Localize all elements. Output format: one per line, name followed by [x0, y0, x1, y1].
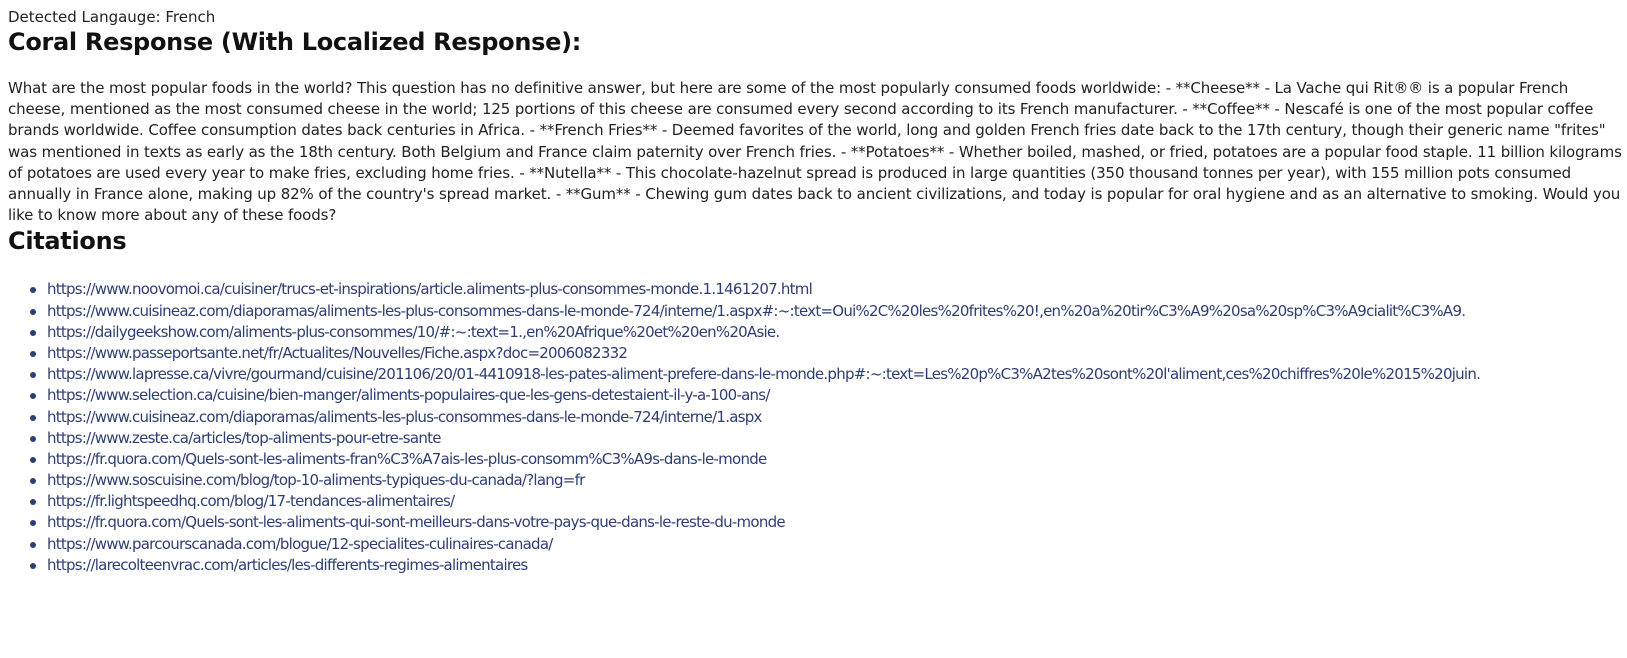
- bullet-icon: [30, 436, 36, 442]
- citation-link[interactable]: https://www.cuisineaz.com/diaporamas/aliments-les-plus-consommes-dans-le-monde-724/interne/1.aspx: [47, 407, 762, 426]
- citation-link[interactable]: https://www.passeportsante.net/fr/Actualites/Nouvelles/Fiche.aspx?doc=2006082332: [47, 343, 628, 362]
- citation-link[interactable]: https://fr.lightspeedhq.com/blog/17-tendances-alimentaires/: [47, 492, 455, 511]
- citation-link[interactable]: https://fr.quora.com/Quels-sont-les-aliments-fran%C3%A7ais-les-plus-consomm%C3%A9s-dans-le-monde: [47, 449, 767, 468]
- citation-link[interactable]: https://fr.quora.com/Quels-sont-les-aliments-qui-sont-meilleurs-dans-votre-pays-que-dans-le-reste-du-monde: [47, 513, 785, 532]
- bullet-icon: [30, 542, 36, 548]
- citation-item: [8, 534, 1627, 555]
- citation-item: [8, 385, 1627, 406]
- citation-link[interactable]: https://dailygeekshow.com/aliments-plus-consommes/10/#:~:text=1.,en%20Afrique%20et%20en%20Asie.: [47, 322, 780, 341]
- citation-link[interactable]: https://www.zeste.ca/articles/top-aliments-pour-etre-sante: [47, 428, 441, 447]
- bullet-icon: [30, 330, 36, 336]
- coral-response-text: What are the most popular foods in the world? This question has no definitive answer, but here are some of the most popularly consumed foods worldwide: - **Cheese** - La Vache qui Rit®® is a popular French cheese, mentioned as the most consumed cheese in the world; 125 portions of this cheese are consumed every second according to its French manufacturer. - **Coffee** - Nescafé is one of the most popular coffee brands worldwide. Coffee consumption dates back centuries in Africa. - **French Fries** - Deemed favorites of the world, long and golden French fries date back to the 17th century, though their generic name "frites" was mentioned in texts as early as the 18th century. Both Belgium and France claim paternity over French fries. - **Potatoes** - Whether boiled, mashed, or fried, potatoes are a popular food staple. 11 billion kilograms of potatoes are used every year to make fries, excluding home fries. - **Nutella** - This chocolate-hazelnut spread is produced in large quantities (350 thousand tonnes per year), with 155 million pots consumed annually in France alone, making up 82% of the country's spread market. - **Gum** - Chewing gum dates back to ancient civilizations, and today is popular for oral hygiene and as an alternative to smoking. Would you like to know more about any of these foods?: [8, 79, 1622, 225]
- bullet-icon: [30, 478, 36, 484]
- bullet-icon: [30, 563, 36, 569]
- citation-item: [8, 322, 1627, 343]
- bullet-icon: [30, 372, 36, 378]
- citation-item: [8, 428, 1627, 449]
- bullet-icon: [30, 351, 36, 357]
- citation-item: [8, 449, 1627, 470]
- citation-item: [8, 555, 1627, 576]
- detected-language-label: Detected Langauge: French: [8, 8, 216, 26]
- citation-item: [8, 364, 1627, 385]
- coral-response-heading: Coral Response (With Localized Response):: [8, 28, 582, 56]
- bullet-icon: [30, 415, 36, 421]
- citation-item: [8, 279, 1627, 300]
- citation-link[interactable]: https://larecolteenvrac.com/articles/les-differents-regimes-alimentaires: [47, 555, 528, 574]
- citation-link[interactable]: https://www.noovomoi.ca/cuisiner/trucs-et-inspirations/article.aliments-plus-consommes-monde.1.1461207.html: [47, 280, 813, 299]
- citation-item: [8, 491, 1627, 512]
- bullet-icon: [30, 457, 36, 463]
- bullet-icon: [30, 520, 36, 526]
- bullet-icon: [30, 393, 36, 399]
- bullet-icon: [30, 499, 36, 505]
- citation-item: [8, 343, 1627, 364]
- citation-item: [8, 407, 1627, 428]
- bullet-icon: [30, 287, 36, 293]
- bullet-icon: [30, 309, 36, 315]
- citation-link[interactable]: https://www.soscuisine.com/blog/top-10-aliments-typiques-du-canada/?lang=fr: [47, 471, 585, 490]
- citation-link[interactable]: https://www.selection.ca/cuisine/bien-manger/aliments-populaires-que-les-gens-detestaient-il-y-a-100-ans/: [47, 386, 770, 405]
- citation-item: [8, 301, 1627, 322]
- citations-heading: Citations: [8, 227, 127, 256]
- citation-item: [8, 512, 1627, 533]
- citations-list: [8, 279, 1627, 576]
- citation-link[interactable]: https://www.cuisineaz.com/diaporamas/aliments-les-plus-consommes-dans-le-monde-724/interne/1.aspx#:~:text=Oui%2C%20les%20frites%20!,en%20a%20tir%C3%A9%20sa%20sp%C3%A9cialit%C3%A9.: [47, 301, 1466, 320]
- citation-link[interactable]: https://www.parcourscanada.com/blogue/12-specialites-culinaires-canada/: [47, 534, 553, 553]
- citation-link[interactable]: https://www.lapresse.ca/vivre/gourmand/cuisine/201106/20/01-4410918-les-pates-aliment-prefere-dans-le-monde.php#:~:text=Les%20p%C3%A2tes%20sont%20l'aliment,ces%20chiffres%20le%2015%20juin.: [47, 365, 1481, 384]
- citation-item: [8, 470, 1627, 491]
